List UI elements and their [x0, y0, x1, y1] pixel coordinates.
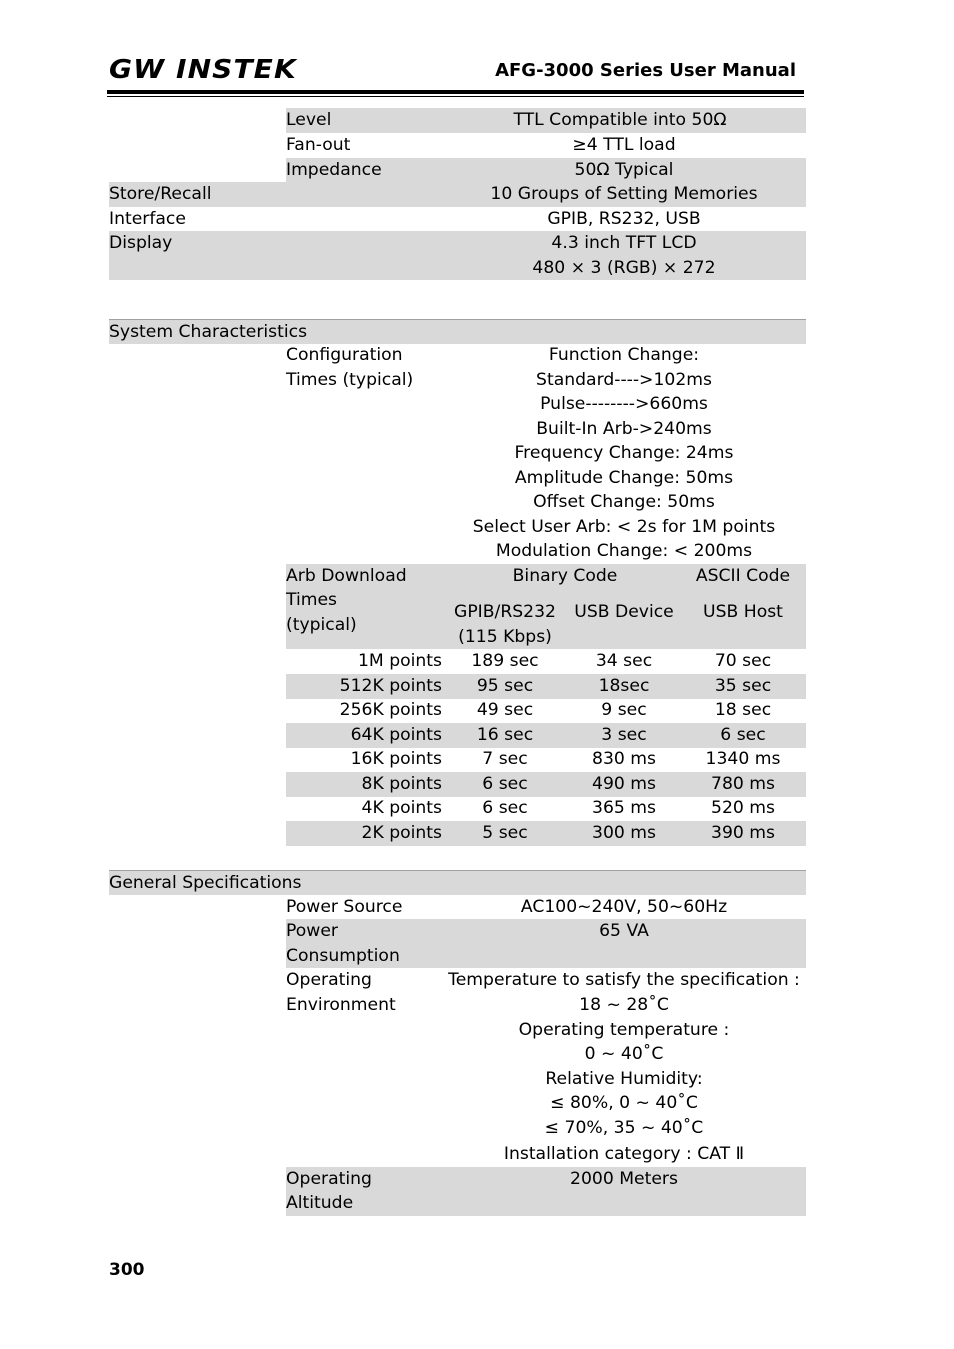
spec-value-display-1: 4.3 inch TFT LCD: [551, 233, 697, 253]
arb-row-points: 512K points: [339, 676, 442, 696]
col-usb-device-header: USB Device: [574, 602, 674, 622]
config-line: Pulse-------->660ms: [540, 394, 708, 414]
header-rule-thick: [107, 90, 804, 94]
section-system-characteristics: [109, 319, 806, 344]
spec-label-display: Display: [109, 233, 173, 253]
spec-sub-fanout: Fan-out: [286, 135, 351, 155]
arb-row-usbdev: 365 ms: [592, 798, 656, 818]
spec-value-interface: GPIB, RS232, USB: [547, 209, 701, 229]
ascii-code-header: ASCII Code: [695, 566, 791, 586]
arb-row-points: 4K points: [361, 798, 442, 818]
arb-row-gpib: 189 sec: [471, 651, 539, 671]
power-source-value: AC100~240V, 50~60Hz: [520, 897, 728, 917]
col-usb-host-header: USB Host: [703, 602, 783, 622]
op-env-line: Relative Humidity:: [545, 1069, 703, 1089]
arb-row-usbdev: 3 sec: [601, 725, 647, 745]
arb-row-gpib: 5 sec: [482, 823, 528, 843]
config-line: Offset Change: 50ms: [533, 492, 715, 512]
header-rule-thin: [107, 96, 804, 97]
arb-label-1: Arb Download: [286, 566, 407, 586]
arb-row-usbhost: 1340 ms: [705, 749, 781, 769]
op-env-line: ≤ 70%, 35 ~ 40˚C: [544, 1118, 704, 1138]
arb-row-gpib: 7 sec: [482, 749, 528, 769]
config-line: Amplitude Change: 50ms: [514, 468, 734, 488]
op-env-line: Installation category : CAT Ⅱ: [503, 1144, 745, 1164]
config-label-1: Configuration: [286, 345, 403, 365]
op-altitude-label-2: Altitude: [286, 1193, 354, 1213]
arb-row-gpib: 6 sec: [482, 774, 528, 794]
op-env-label-1: Operating: [286, 970, 372, 990]
arb-row-gpib: 16 sec: [476, 725, 534, 745]
arb-row-usbdev: 300 ms: [592, 823, 656, 843]
arb-row-points: 16K points: [350, 749, 442, 769]
arb-row-usbdev: 830 ms: [592, 749, 656, 769]
spec-label-interface: Interface: [109, 209, 186, 229]
arb-row-usbhost: 6 sec: [720, 725, 766, 745]
arb-row-gpib: 49 sec: [476, 700, 534, 720]
arb-row-gpib: 6 sec: [482, 798, 528, 818]
arb-row-usbdev: 9 sec: [601, 700, 647, 720]
gw-instek-logo: GW INSTEK: [109, 55, 297, 85]
config-line: Frequency Change: 24ms: [514, 443, 734, 463]
section-general-specifications: [109, 870, 806, 895]
arb-row-usbdev: 18sec: [598, 676, 650, 696]
arb-row-points: 64K points: [350, 725, 442, 745]
config-line: Built-In Arb->240ms: [536, 419, 712, 439]
config-line: Standard---->102ms: [536, 370, 712, 390]
section-title: General Specifications: [109, 873, 302, 893]
spec-value-impedance: 50Ω Typical: [574, 160, 674, 180]
op-env-label-2: Environment: [286, 995, 396, 1015]
power-source-label: Power Source: [286, 897, 403, 917]
arb-label-3: (typical): [286, 615, 357, 635]
page-number: 300: [109, 1260, 145, 1280]
arb-row-points: 256K points: [339, 700, 442, 720]
spec-value-display-2: 480 × 3 (RGB) × 272: [532, 258, 716, 278]
arb-row-points: 2K points: [361, 823, 442, 843]
arb-row-points: 8K points: [361, 774, 442, 794]
op-env-line: Operating temperature :: [518, 1020, 730, 1040]
col-gpib-header-2: (115 Kbps): [458, 627, 552, 647]
power-consumption-value: 65 VA: [599, 921, 649, 941]
col-gpib-header-1: GPIB/RS232: [454, 602, 556, 622]
config-line: Modulation Change: < 200ms: [495, 541, 753, 561]
op-env-line: 0 ~ 40˚C: [584, 1044, 664, 1064]
power-consumption-label-1: Power: [286, 921, 338, 941]
op-env-line: ≤ 80%, 0 ~ 40˚C: [550, 1093, 698, 1113]
config-line: Function Change:: [548, 345, 700, 365]
op-env-line: Temperature to satisfy the specification :: [448, 970, 800, 990]
arb-row-usbhost: 35 sec: [714, 676, 772, 696]
arb-row-usbhost: 18 sec: [714, 700, 772, 720]
arb-row-usbdev: 34 sec: [595, 651, 653, 671]
spec-value-fanout: ≥4 TTL load: [572, 135, 676, 155]
binary-code-header: Binary Code: [512, 566, 618, 586]
op-altitude-value: 2000 Meters: [570, 1169, 678, 1189]
arb-label-2: Times: [286, 590, 338, 610]
spec-label-store-recall: Store/Recall: [109, 184, 212, 204]
arb-row-points: 1M points: [357, 651, 442, 671]
spec-value-level: TTL Compatible into 50Ω: [513, 110, 727, 130]
arb-row-usbhost: 520 ms: [711, 798, 775, 818]
arb-row-usbdev: 490 ms: [592, 774, 656, 794]
spec-sub-level: Level: [286, 110, 332, 130]
op-altitude-label-1: Operating: [286, 1169, 372, 1189]
arb-row-usbhost: 780 ms: [711, 774, 775, 794]
section-title: System Characteristics: [109, 322, 308, 342]
config-label-2: Times (typical): [286, 370, 414, 390]
arb-row-usbhost: 70 sec: [714, 651, 772, 671]
op-env-line: 18 ~ 28˚C: [579, 995, 669, 1015]
spec-sub-impedance: Impedance: [286, 160, 382, 180]
arb-row-usbhost: 390 ms: [711, 823, 775, 843]
power-consumption-label-2: Consumption: [286, 946, 400, 966]
config-line: Select User Arb: < 2s for 1M points: [472, 517, 776, 537]
manual-title: AFG-3000 Series User Manual: [495, 60, 796, 81]
arb-row-gpib: 95 sec: [476, 676, 534, 696]
spec-value-store-recall: 10 Groups of Setting Memories: [490, 184, 758, 204]
